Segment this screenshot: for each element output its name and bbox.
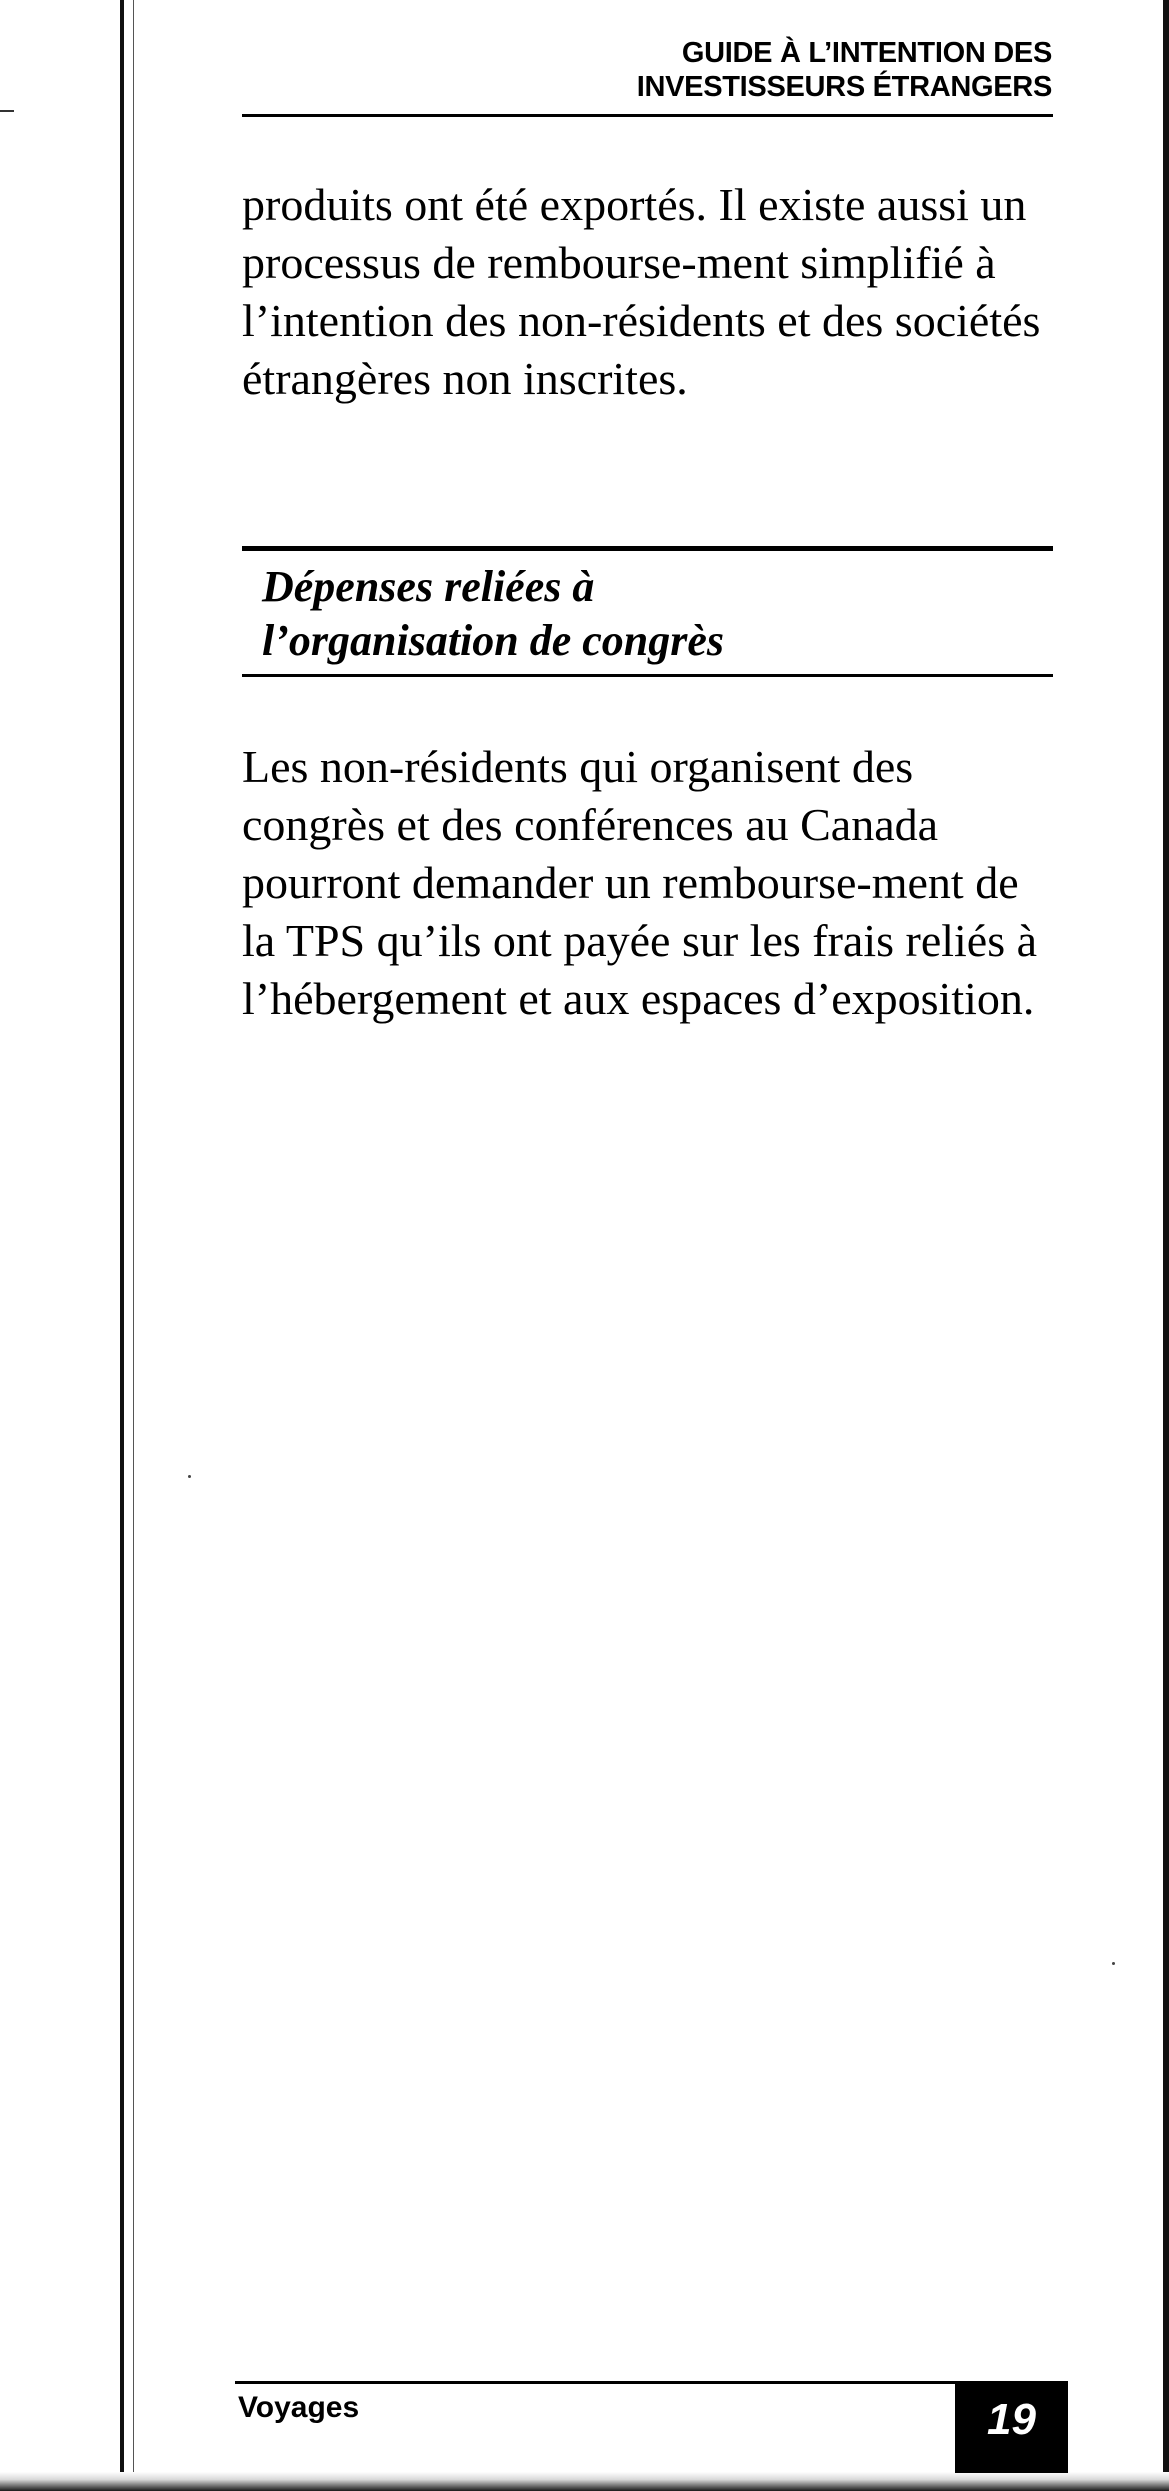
scan-speck — [188, 1475, 191, 1478]
page-bottom-curl — [0, 2472, 1169, 2491]
page-right-edge — [1163, 0, 1169, 2491]
running-header-line-1: GUIDE À L’INTENTION DES — [681, 37, 1052, 69]
scan-mark — [0, 110, 14, 112]
page-binding-shadow — [133, 0, 134, 2491]
footer-section-name: Voyages — [238, 2391, 360, 2424]
running-header — [637, 36, 1052, 104]
section-heading-line-1: Dépenses reliées à — [262, 562, 595, 611]
body-paragraph-1: produits ont été exportés. Il existe aussi un processus de rembourse-ment simplifié à l’intention des non-résidents et des sociétés étrangères non inscrites. — [242, 179, 1041, 404]
header-rule — [242, 114, 1053, 117]
footer-rule — [235, 2381, 955, 2384]
section-rule-top — [242, 546, 1053, 551]
section-heading-line-2: l’organisation de congrès — [262, 616, 725, 665]
body-paragraph-2: Les non-résidents qui organisent des congrès et des conférences au Canada pourront demander un rembourse-ment de la TPS qu’ils ont payée sur les frais reliés à l’hébergement et aux espaces d’exposition. — [242, 741, 1038, 1024]
page-number: 19 — [955, 2381, 1068, 2473]
page-binding-edge — [120, 0, 124, 2491]
section-rule-bottom — [242, 674, 1053, 677]
section-heading — [262, 560, 1052, 668]
scan-speck — [1112, 1962, 1115, 1965]
running-header-line-2: INVESTISSEURS ÉTRANGERS — [636, 71, 1052, 103]
